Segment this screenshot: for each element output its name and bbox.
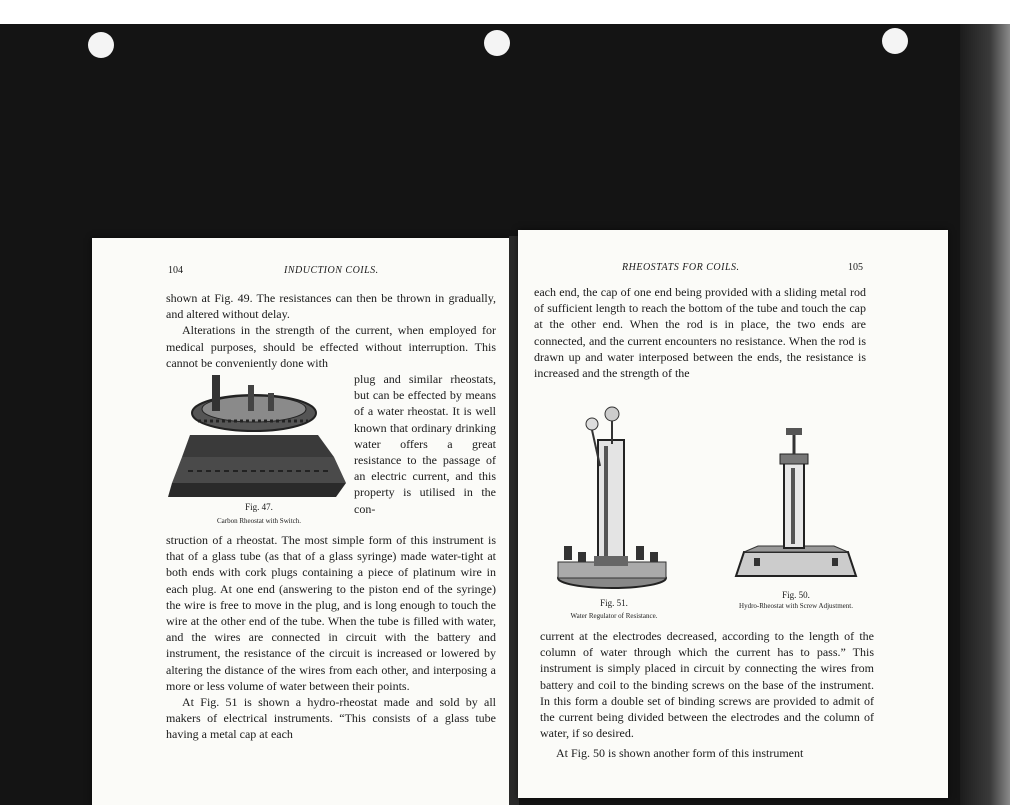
page-number: 104 — [168, 265, 183, 276]
page-number: 105 — [848, 262, 863, 273]
right-top-text: each end, the cap of one end being provided with a sliding metal rod of sufficient length to reach the bottom of the tube and touch the cap at the other end. When the rod is in place, the two ends are connected, and the current encounters no resistance. When the rod is drawn up and water interposed between the ends, the resistance is increased and the strength of the — [534, 285, 866, 381]
wrap-text: plug and similar rheostats, but can be effected by means of a water rheostat. It is well known that ordinary drinking water offers a great resistance to the passage of an electric current, and this property is utilised in the con- — [354, 372, 496, 516]
binder-hole-right — [882, 28, 908, 54]
figure-label: Fig. 50. — [782, 590, 810, 600]
right-page — [518, 230, 948, 798]
right-bottom-text — [540, 628, 874, 762]
running-head: RHEOSTATS FOR COILS. — [622, 262, 740, 273]
figure-caption: Water Regulator of Resistance. — [570, 612, 658, 620]
paragraph: shown at Fig. 49. The resistances can then be thrown in gradually, and altered without delay. — [166, 291, 496, 322]
paragraph: Alterations in the strength of the current, when employed for medical purposes, should be effected without interruption. This cannot be conveniently done with — [166, 323, 496, 370]
binder-hole-middle — [484, 30, 510, 56]
figure-caption: Hydro-Rheostat with Screw Adjustment. — [739, 602, 853, 610]
paragraph: struction of a rheostat. The most simple form of this instrument is that of a glass tube (as that of a glass syringe) made water-tight at both ends with cork plugs containing a piece of platinum wire in each plug. At one end (answering to the piston end of the syringe) the wire is free to move in the plug, and is long enough to touch the wire at the other end of the tube. When the tube is filled with water, and the wires are connected in circuit with the battery and instrument, the resistance of the circuit is increased or lowered by altering the distance of the wires from each other, and interposing a more or less volume of water between their points. — [166, 533, 496, 693]
paragraph: At Fig. 51 is shown a hydro-rheostat made and sold by all makers of electrical instruments. “This consists of a glass tube having a metal cap at each — [166, 695, 496, 742]
figure-caption: Carbon Rheostat with Switch. — [217, 517, 301, 525]
left-page — [92, 238, 510, 805]
figure-label: Fig. 47. — [245, 502, 273, 512]
running-head: INDUCTION COILS. — [284, 265, 379, 276]
binder-hole-left — [88, 32, 114, 58]
figure-water-regulator — [554, 406, 674, 592]
left-body-text — [166, 532, 496, 743]
figure-hydro-rheostat — [734, 426, 858, 586]
figure-carbon-rheostat — [168, 371, 350, 501]
paragraph: current at the electrodes decreased, according to the length of the column of water through which the current has to pass.” This instrument is simply placed in circuit by connecting the wires from battery and coil to the binding screws on the base of the instrument. In this form a double set of binding screws are provided to admit of the current being divided between the electrodes and the column of water, if so desired. — [540, 629, 874, 741]
scan-right-edge — [960, 24, 1010, 805]
paragraph: At Fig. 50 is shown another form of this instrument — [556, 746, 804, 761]
left-top-text — [166, 290, 496, 371]
figure-label: Fig. 51. — [600, 598, 628, 608]
